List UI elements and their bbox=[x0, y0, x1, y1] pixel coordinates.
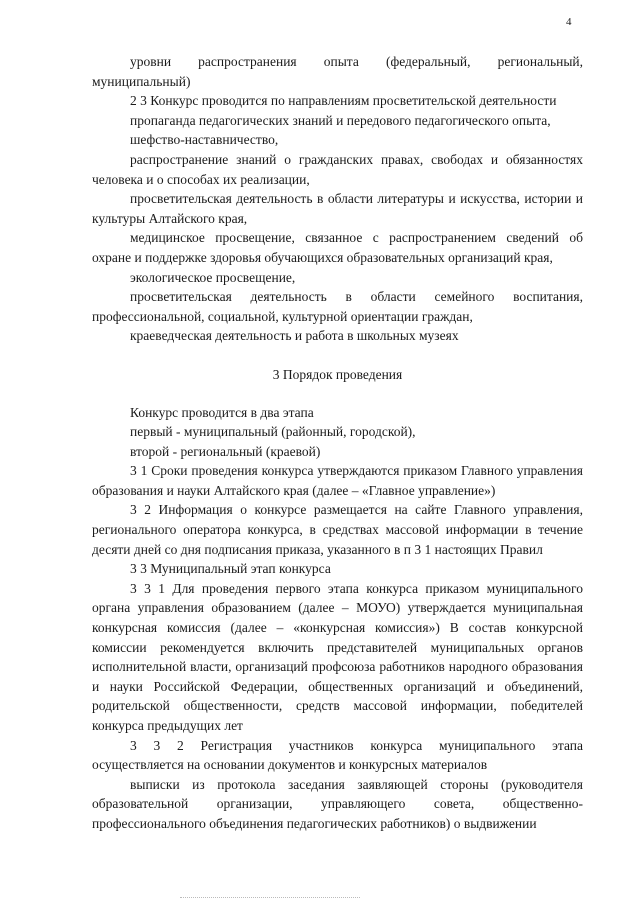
paragraph-medical: медицинское просвещение, связанное с распространением сведений об охране и поддержке здоровья обучающихся образовательных организаций края, bbox=[92, 230, 583, 265]
paragraph-family: просветительская деятельность в области семейного воспитания, профессиональной, социальной, культурной ориентации граждан, bbox=[92, 289, 583, 324]
document-body bbox=[92, 52, 583, 834]
paragraph-3-1: 3 1 Сроки проведения конкурса утверждаются приказом Главного управления образования и науки Алтайского края (далее – «Главное управление») bbox=[92, 463, 583, 498]
scan-artifact-line bbox=[180, 897, 360, 898]
section-heading: 3 Порядок проведения bbox=[272, 366, 403, 382]
paragraph-3-2: 3 2 Информация о конкурсе размещается на сайте Главного управления, регионального оператора конкурса, в средствах массовой информации в течение десяти дней со дня подписания приказа, указанного в п 3 1 настоящих Правил bbox=[92, 502, 583, 557]
paragraph-two-stages: Конкурс проводится в два этапа bbox=[130, 404, 314, 420]
paragraph-2-3: 2 3 Конкурс проводится по направлениям просветительской деятельности bbox=[130, 93, 557, 109]
paragraph-civil-rights: распространение знаний о гражданских правах, свободах и обязанностях человека и о способах их реализации, bbox=[92, 151, 583, 187]
paragraph-extracts: выписки из протокола заседания заявляющей стороны (руководителя образовательной организации, управляющего совета, общественно-профессионального объединения педагогических работников) о выдвижении bbox=[92, 776, 583, 831]
page-number: 4 bbox=[566, 16, 572, 28]
paragraph-second-stage: второй - региональный (краевой) bbox=[130, 443, 321, 459]
paragraph-mentoring: шефство-наставничество, bbox=[130, 132, 279, 148]
paragraph-local-history: краеведческая деятельность и работа в школьных музеях bbox=[130, 328, 459, 344]
paragraph-propaganda: пропаганда педагогических знаний и передового педагогического опыта, bbox=[130, 112, 551, 128]
paragraph-first-stage: первый - муниципальный (районный, городской), bbox=[130, 424, 416, 440]
paragraph-3-3: 3 3 Муниципальный этап конкурса bbox=[130, 561, 331, 577]
paragraph-3-3-1: 3 3 1 Для проведения первого этапа конкурса приказом муниципального органа управления образованием (далее – МОУО) утверждается муниципальная конкурсная комиссия (далее – «конкурсная комиссия») В состав конкурсной комиссии рекомендуется включить представителей муниципальных органов исполнительной власти, организаций профсоюза работников народного образования и науки Российской Федерации, общественных организаций и объединений, родительской общественности, средств массовой информации, победителей конкурса предыдущих лет bbox=[92, 580, 583, 733]
paragraph-ecology: экологическое просвещение, bbox=[130, 269, 296, 285]
paragraph-levels: уровни распространения опыта (федеральный, региональный, муниципальный) bbox=[92, 54, 583, 89]
paragraph-literature-arts: просветительская деятельность в области литературы и искусства, истории и культуры Алтайского края, bbox=[92, 191, 583, 226]
paragraph-3-3-2: 3 3 2 Регистрация участников конкурса муниципального этапа осуществляется на основании документов и конкурсных материалов bbox=[92, 737, 583, 773]
